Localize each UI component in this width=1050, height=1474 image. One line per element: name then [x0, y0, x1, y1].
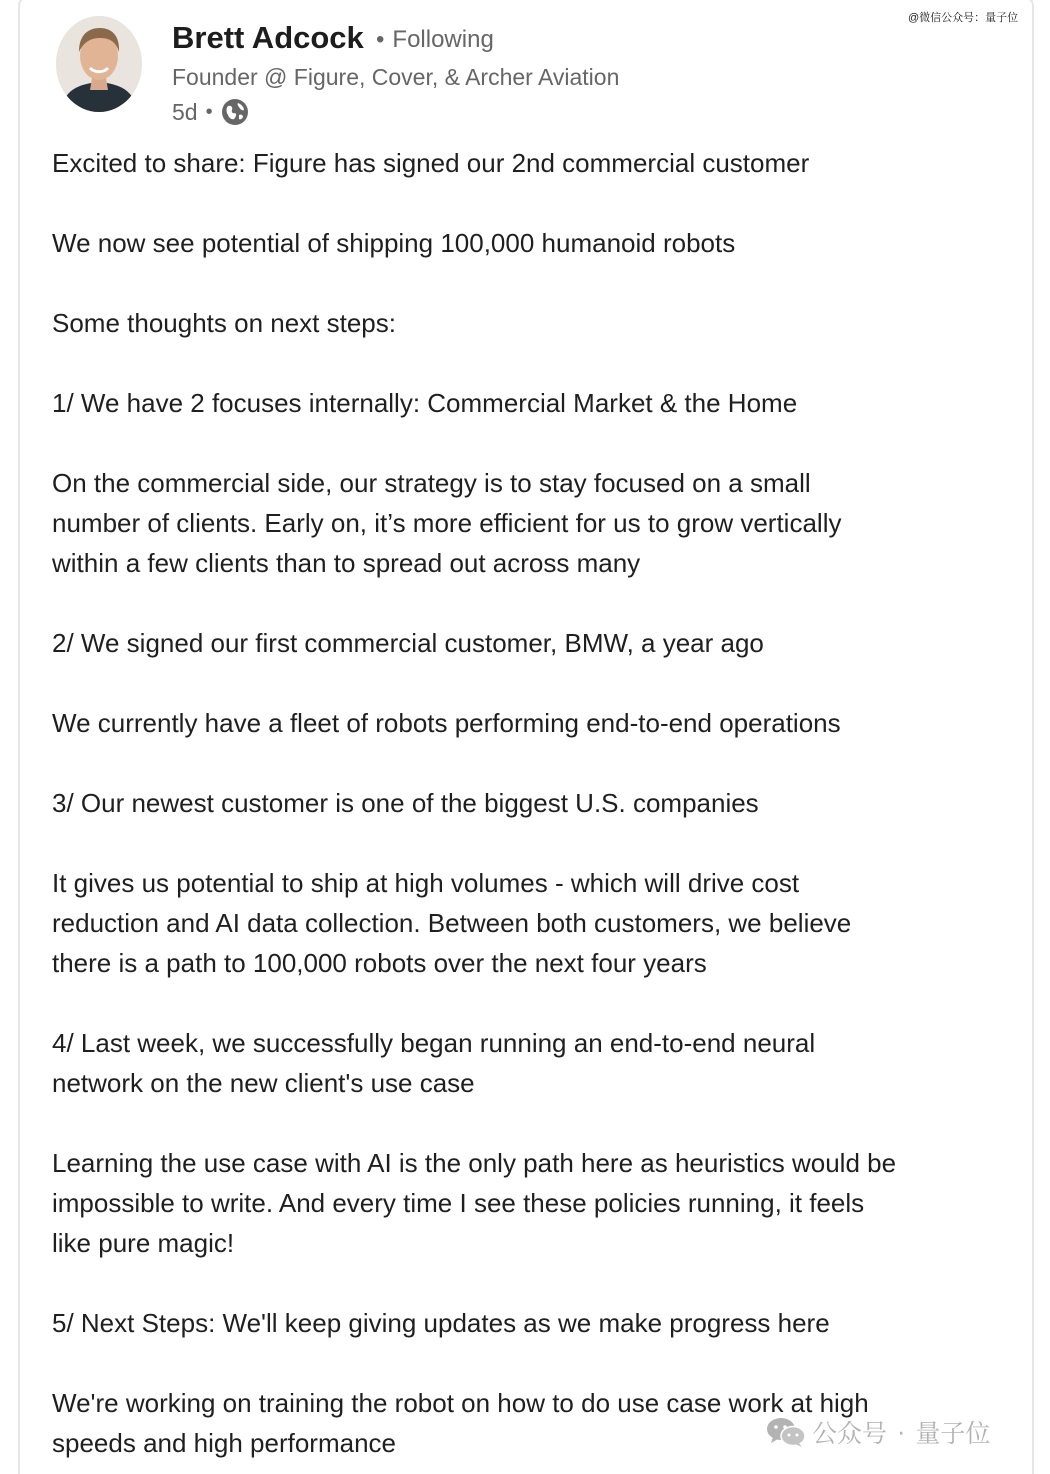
post-time: 5d: [172, 98, 198, 125]
post-paragraph: 4/ Last week, we successfully began running an end-to-end neural network on the new client's use case: [52, 1028, 816, 1098]
post-paragraph: We're working on training the robot on how to do use case work at high speeds and high performance: [52, 1388, 869, 1458]
watermark-top: @微信公众号：量子位: [908, 12, 1019, 24]
post-paragraph: 1/ We have 2 focuses internally: Commercial Market & the Home: [52, 388, 798, 418]
post-paragraph: Excited to share: Figure has signed our 2nd commercial customer: [52, 148, 810, 178]
post-body: [52, 143, 1012, 1474]
watermark-prefix: 公众号: [812, 1420, 888, 1448]
watermark-dot: ·: [897, 1417, 906, 1446]
follow-status[interactable]: Following: [392, 26, 494, 53]
post-paragraph: On the commercial side, our strategy is to stay focused on a small number of clients. Early on, it’s more efficient for us to grow vertically within a few clients than to spread out across many: [52, 468, 842, 578]
wechat-icon: [766, 1416, 806, 1448]
post-meta: [172, 96, 249, 128]
follow-info: [376, 25, 494, 55]
post-paragraph: It gives us potential to ship at high volumes - which will drive cost reduction and AI data collection. Between both customers, we believe there is a path to 100,000 robots over the next four years: [52, 868, 852, 978]
post-paragraph: We currently have a fleet of robots performing end-to-end operations: [52, 708, 841, 738]
post-paragraph: Learning the use case with AI is the only path here as heuristics would be impossible to write. And every time I see these policies running, it feels like pure magic!: [52, 1148, 897, 1258]
author-name[interactable]: Brett Adcock: [172, 20, 364, 55]
post-paragraph: Some thoughts on next steps:: [52, 308, 396, 338]
avatar-photo: [56, 16, 142, 112]
post-paragraph: 5/ Next Steps: We'll keep giving updates as we make progress here: [52, 1308, 830, 1338]
watermark-name: 量子位: [915, 1420, 991, 1448]
globe-icon: [221, 98, 249, 126]
follow-separator: •: [376, 26, 385, 53]
time-separator: •: [205, 100, 213, 123]
post-paragraph: 2/ We signed our first commercial customer, BMW, a year ago: [52, 628, 764, 658]
avatar[interactable]: [56, 16, 142, 112]
post-paragraph: 3/ Our newest customer is one of the biggest U.S. companies: [52, 788, 759, 818]
post-paragraph: We now see potential of shipping 100,000 humanoid robots: [52, 228, 736, 258]
watermark-bottom: [766, 1414, 990, 1450]
author-headline: Founder @ Figure, Cover, & Archer Aviation: [172, 64, 620, 90]
